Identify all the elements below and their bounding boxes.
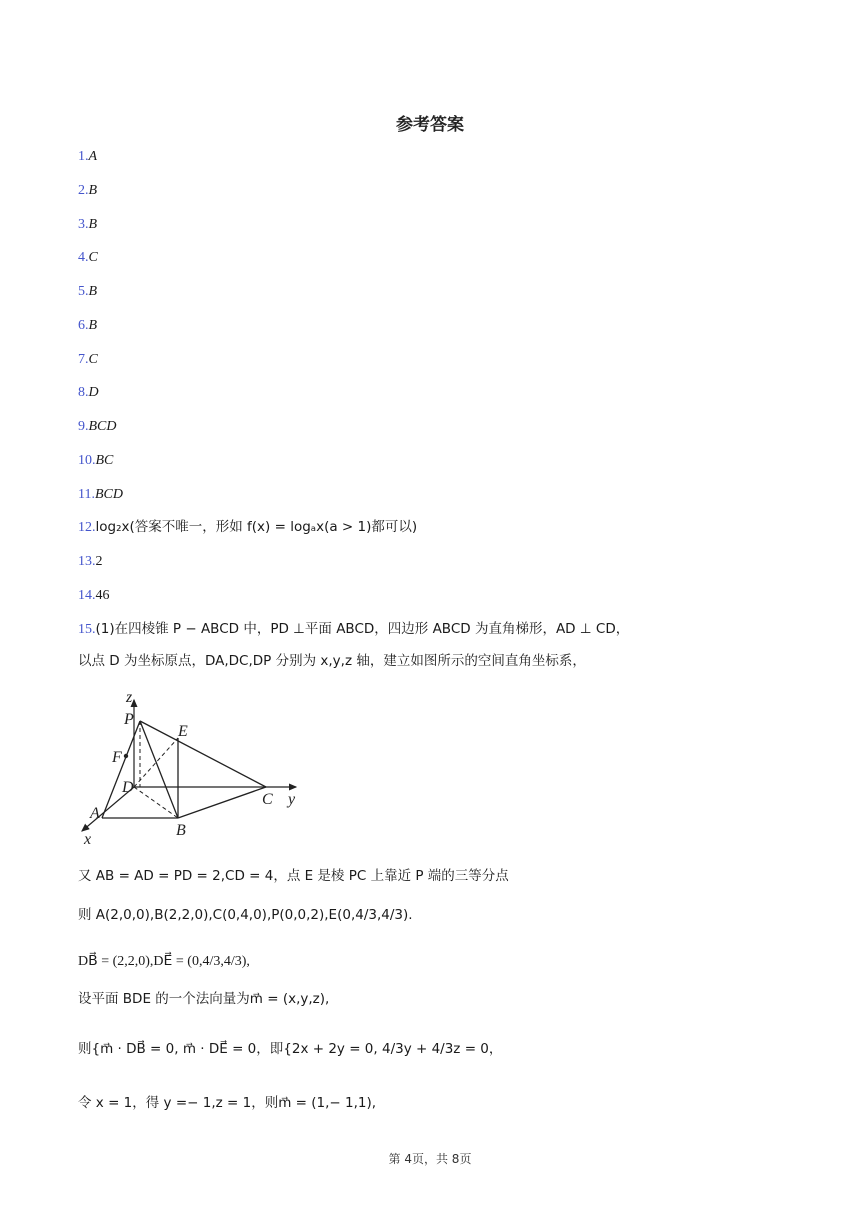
page-title: 参考答案: [396, 115, 464, 135]
answer-item: 5.B: [78, 284, 98, 299]
label-z: z: [126, 689, 133, 706]
edge-PB: [140, 721, 178, 818]
label-y: y: [288, 791, 296, 808]
solution-15-line-4: 则 A(2,0,0),B(2,2,0),C(0,4,0),P(0,0,2),E(0,4/3,4/3).: [78, 907, 413, 923]
answer-item: 7.C: [78, 352, 98, 367]
solution-15-line-2: 以点 D 为坐标原点，DA,DC,DP 分别为 x,y,z 轴，建立如图所示的空间直角坐标系，: [78, 653, 586, 669]
answer-item: 9.BCD: [78, 419, 117, 434]
label-C: C: [262, 791, 273, 808]
answer-item: 14.46: [78, 588, 110, 603]
label-A: A: [90, 805, 100, 822]
answer-item: 3.B: [78, 217, 98, 232]
page-footer: 第 4页，共 8页: [388, 1152, 472, 1166]
answer-item: 13.2: [78, 554, 103, 569]
answer-item: 1.A: [78, 149, 98, 164]
label-B: B: [176, 822, 186, 839]
answer-item: 4.C: [78, 250, 98, 265]
solution-15-line-1: 15.(1)在四棱锥 P − ABCD 中，PD ⊥平面 ABCD，四边形 ABCD 为直角梯形，AD ⊥ CD，: [78, 621, 630, 637]
solution-15-line-5: DB⃗ = (2,2,0),DE⃗ = (0,4/3,4/3),: [78, 954, 250, 969]
solution-15-line-8: 令 x = 1，得 y =− 1,z = 1，则m⃗ = (1,− 1,1),: [78, 1095, 377, 1111]
label-F: F: [112, 749, 122, 766]
answer-item: 8.D: [78, 385, 99, 400]
label-D: D: [122, 779, 134, 796]
label-E: E: [178, 723, 188, 740]
solution-15-line-6: 设平面 BDE 的一个法向量为m⃗ = (x,y,z),: [78, 991, 330, 1007]
answer-item: 12.log₂x(答案不唯一，形如 f(x) = logₐx(a > 1)都可以): [78, 519, 418, 535]
pyramid-coordinate-figure: [78, 686, 318, 846]
solution-15-line-3: 又 AB = AD = PD = 2,CD = 4，点 E 是棱 PC 上靠近 P 端的三等分点: [78, 868, 509, 884]
point-F: [124, 754, 128, 758]
answer-item: 10.BC: [78, 453, 114, 468]
edge-BC: [178, 787, 266, 818]
label-P: P: [124, 711, 134, 728]
label-x: x: [84, 831, 92, 846]
edge-PC: [140, 721, 266, 787]
answer-item: 11.BCD: [78, 487, 123, 502]
solution-15-line-7: 则{m⃗ · DB⃗ = 0, m⃗ · DE⃗ = 0，即{2x + 2y = 0, 4/3y + 4/3z = 0，: [78, 1041, 503, 1057]
answer-item: 2.B: [78, 183, 98, 198]
answer-item: 6.B: [78, 318, 98, 333]
